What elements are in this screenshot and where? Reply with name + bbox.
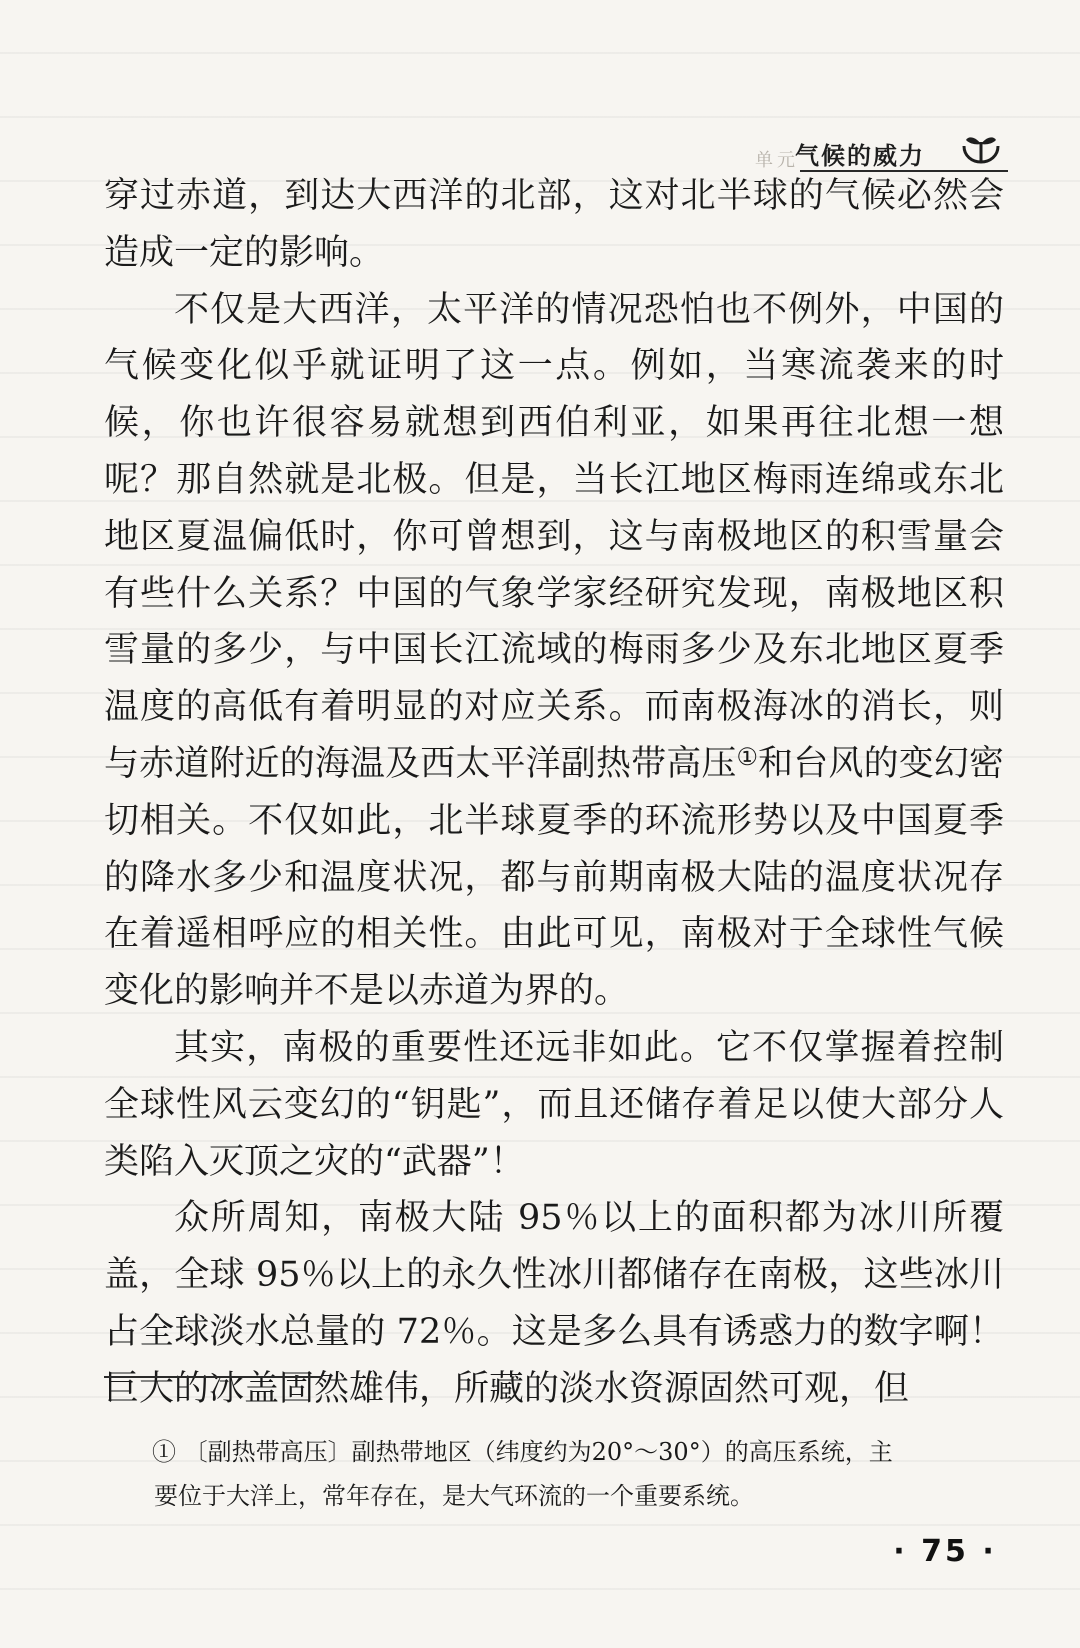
running-header bbox=[600, 130, 1008, 170]
page-number: · 75 · bbox=[893, 1534, 997, 1569]
paragraph-3: 其实，南极的重要性还远非如此。它不仅掌握着控制全球性风云变幻的“钥匙”，而且还储存着足以使大部分人类陷入灭顶之灾的“武器”！ bbox=[104, 1027, 1004, 1182]
footnote-line-2: 要位于大洋上，常年存在，是大气环流的一个重要系统。 bbox=[154, 1482, 754, 1510]
footnote-rule bbox=[104, 1376, 322, 1378]
paragraph-4: 众所周知，南极大陆 95％以上的面积都为冰川所覆盖，全球 95％以上的永久性冰川都储存在南极，这些冰川占全球淡水总量的 72％。这是多么具有诱惑力的数字啊！巨大的冰盖固然雄伟，所藏的淡水资源固然可观，但 bbox=[104, 1198, 1004, 1409]
main-text bbox=[104, 168, 1004, 1418]
paragraph-2-part-2: 和台风的变幻密切相关。不仅如此，北半球夏季的环流形势以及中国夏季的降水多少和温度状况，都与前期南极大陆的温度状况存在着遥相呼应的相关性。由此可见，南极对于全球性气候变化的影响并不是以赤道为界的。 bbox=[104, 743, 1004, 1012]
running-header-ghost-text: 单元 bbox=[755, 150, 799, 171]
footnote-marker: ① bbox=[736, 742, 759, 771]
footnote-line-1: ① 〔副热带高压〕副热带地区（纬度约为20°～30°）的高压系统，主 bbox=[152, 1438, 893, 1466]
sprout-hands-icon bbox=[960, 132, 1002, 164]
paragraph-1: 穿过赤道，到达大西洋的北部，这对北半球的气候必然会造成一定的影响。 bbox=[104, 176, 1004, 273]
chapter-title: 气候的威力 bbox=[795, 142, 925, 170]
paragraph-2 bbox=[104, 282, 1004, 1020]
paragraph-2-part-1: 不仅是大西洋，太平洋的情况恐怕也不例外，中国的气候变化似乎就证明了这一点。例如，当寒流袭来的时候，你也许很容易就想到西伯利亚，如果再往北想一想呢？那自然就是北极。但是，当长江地区梅雨连绵或东北地区夏温偏低时，你可曾想到，这与南极地区的积雪量会有些什么关系？中国的气象学家经研究发现，南极地区积雪量的多少，与中国长江流域的梅雨多少及东北地区夏季温度的高低有着明显的对应关系。而南极海冰的消长，则与赤道附近的海温及西太平洋副热带高压 bbox=[104, 289, 1004, 784]
